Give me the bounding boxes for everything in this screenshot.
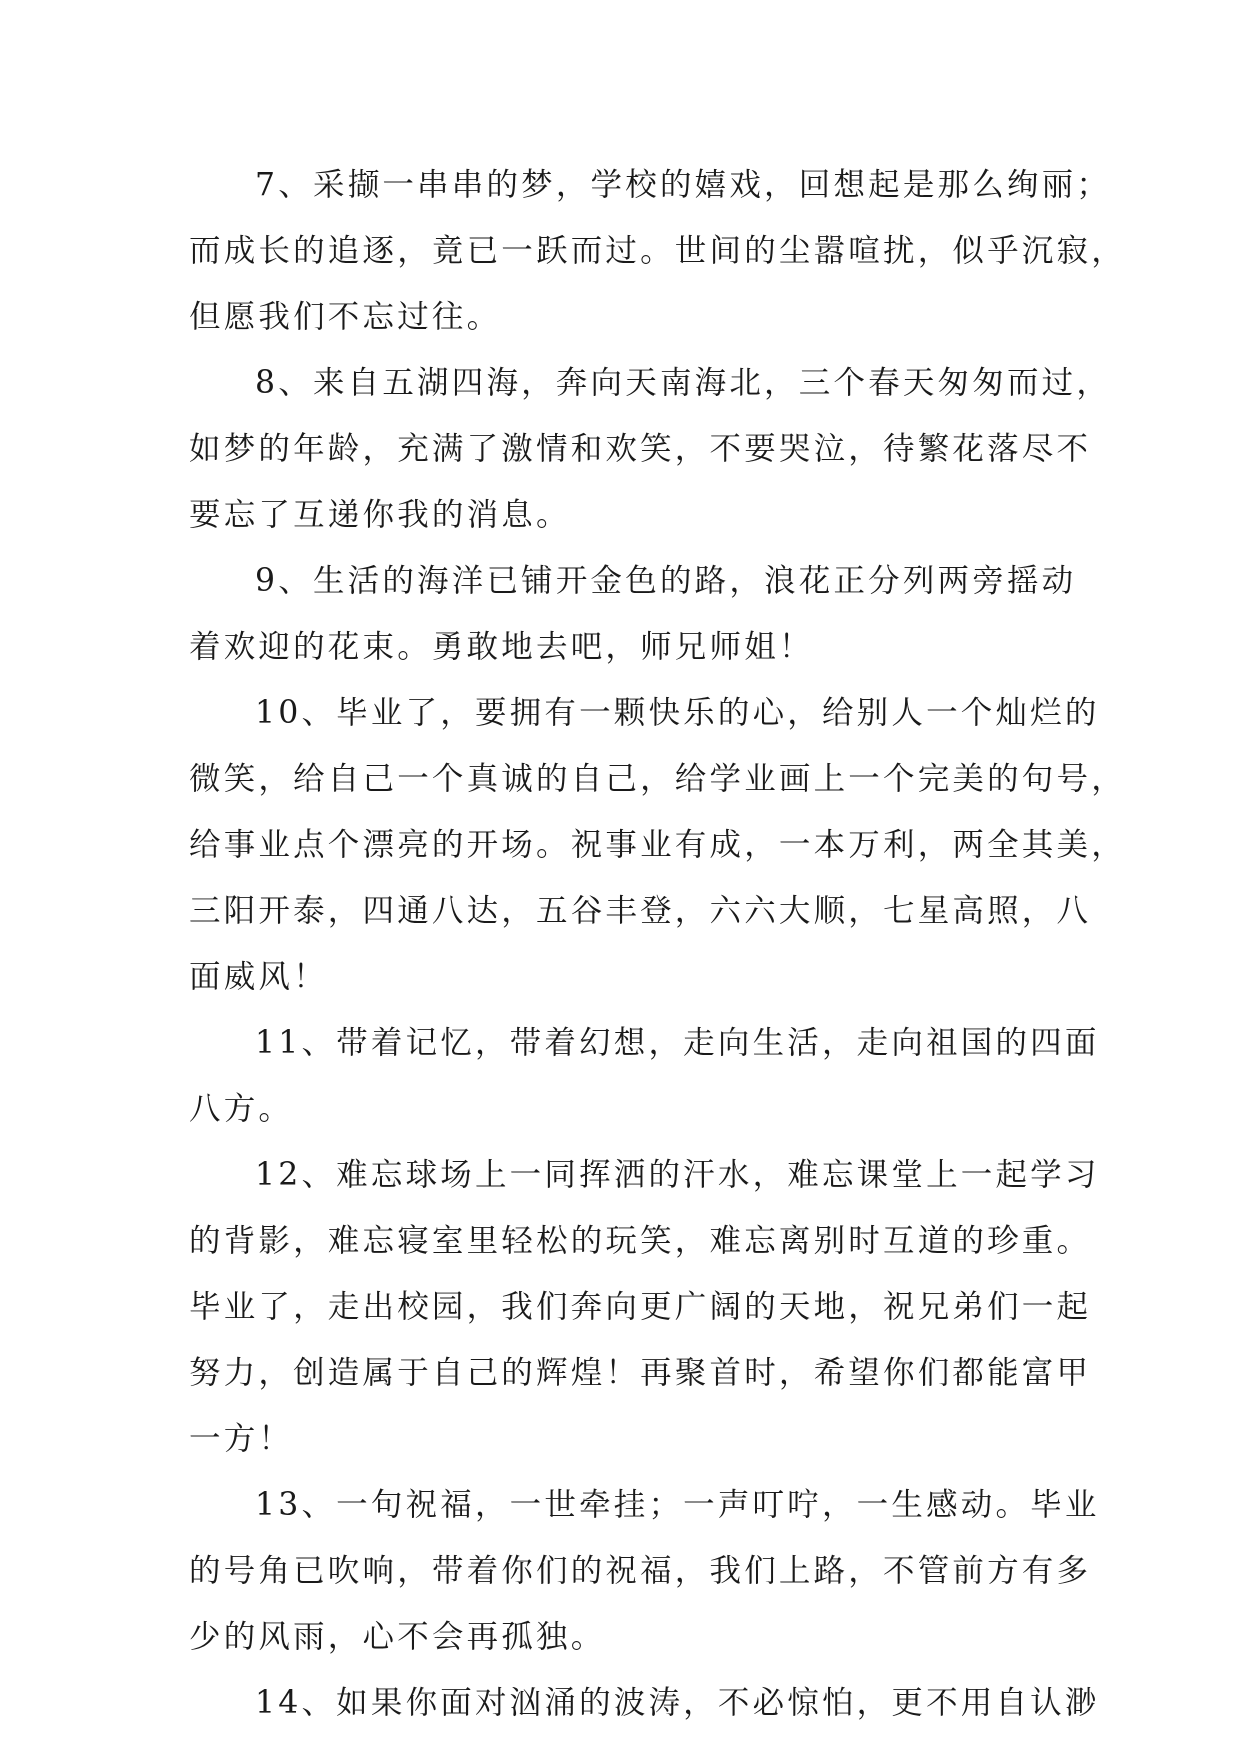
paragraph-line: 努力，创造属于自己的辉煌！再聚首时，希望你们都能富甲	[189, 1355, 1092, 1391]
paragraph-7	[189, 152, 1126, 350]
paragraph-line: 13、一句祝福，一世牵挂；一声叮咛，一生感动。毕业	[255, 1487, 1100, 1523]
paragraph-line: 的背影，难忘寝室里轻松的玩笑，难忘离别时互道的珍重。	[189, 1223, 1092, 1259]
paragraph-13	[189, 1472, 1100, 1670]
paragraph-line: 12、难忘球场上一同挥洒的汗水，难忘课堂上一起学习	[255, 1157, 1100, 1193]
paragraph-line: 给事业点个漂亮的开场。祝事业有成，一本万利，两全其美，	[189, 827, 1126, 863]
paragraph-10	[189, 680, 1126, 1010]
paragraph-line: 8、来自五湖四海，奔向天南海北，三个春天匆匆而过，	[255, 365, 1112, 401]
paragraph-line: 而成长的追逐，竟已一跃而过。世间的尘嚣喧扰，似乎沉寂，	[189, 233, 1126, 269]
paragraph-9	[189, 548, 1077, 680]
paragraph-line: 着欢迎的花束。勇敢地去吧，师兄师姐！	[189, 629, 814, 665]
paragraph-line: 八方。	[189, 1091, 294, 1127]
paragraph-line: 要忘了互递你我的消息。	[189, 497, 571, 533]
document-body	[189, 152, 1126, 1736]
paragraph-line: 一方！	[189, 1421, 294, 1457]
paragraph-8	[189, 350, 1112, 548]
paragraph-line: 但愿我们不忘过往。	[189, 299, 502, 335]
paragraph-line: 面威风！	[189, 959, 328, 995]
paragraph-line: 少的风雨，心不会再孤独。	[189, 1619, 606, 1655]
paragraph-line: 如梦的年龄，充满了激情和欢笑，不要哭泣，待繁花落尽不	[189, 431, 1092, 467]
paragraph-14	[189, 1670, 1100, 1736]
paragraph-12	[189, 1142, 1100, 1472]
paragraph-line: 11、带着记忆，带着幻想，走向生活，走向祖国的四面	[255, 1025, 1100, 1061]
paragraph-11	[189, 1010, 1100, 1142]
paragraph-line: 7、采撷一串串的梦，学校的嬉戏，回想起是那么绚丽；	[255, 167, 1112, 203]
paragraph-line: 14、如果你面对汹涌的波涛，不必惊怕，更不用自认渺	[255, 1685, 1100, 1721]
paragraph-line: 的号角已吹响，带着你们的祝福，我们上路，不管前方有多	[189, 1553, 1092, 1589]
paragraph-line: 9、生活的海洋已铺开金色的路，浪花正分列两旁摇动	[255, 563, 1077, 599]
paragraph-line: 10、毕业了，要拥有一颗快乐的心，给别人一个灿烂的	[255, 695, 1100, 731]
paragraph-line: 三阳开泰，四通八达，五谷丰登，六六大顺，七星高照，八	[189, 893, 1092, 929]
paragraph-line: 毕业了，走出校园，我们奔向更广阔的天地，祝兄弟们一起	[189, 1289, 1092, 1325]
paragraph-line: 微笑，给自己一个真诚的自己，给学业画上一个完美的句号，	[189, 761, 1126, 797]
